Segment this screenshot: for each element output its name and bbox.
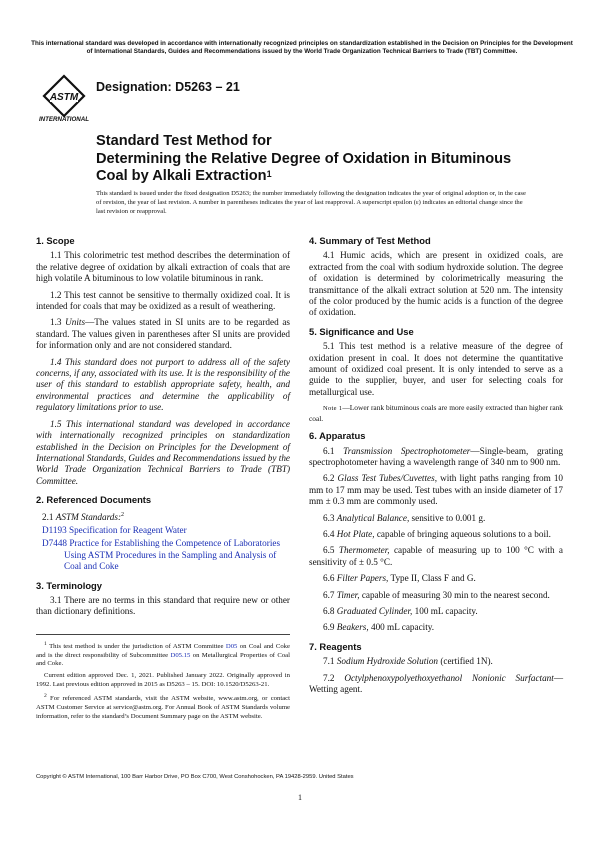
- subcommittee-d0515-link[interactable]: D05.15: [170, 651, 191, 659]
- scope-heading: 1. Scope: [36, 235, 75, 246]
- para-1-3-text: —The values stated in SI units are to be regarded as standard. The values given in parentheses after SI units are provided for information only and are not considered standard.: [36, 317, 290, 351]
- apparatus-item-num: 6.6: [323, 573, 335, 584]
- section-significance: [309, 326, 563, 423]
- footnote-2: [36, 692, 290, 721]
- referenced-heading: 2. Referenced Documents: [36, 494, 152, 506]
- logo-label: INTERNATIONAL: [38, 116, 90, 122]
- reagents-item-text: Wetting agent.: [309, 684, 363, 694]
- astm-standards-label: [36, 510, 290, 523]
- para-1-3: [36, 317, 290, 351]
- apparatus-item-label: Transmission Spectrophotometer: [343, 445, 471, 456]
- reagents-item: [309, 656, 563, 667]
- apparatus-item-text: capable of measuring up to 100 °C with a sensitivity of ± 0.5 °C.: [309, 545, 563, 567]
- apparatus-item-text: 400 mL capacity.: [370, 622, 435, 633]
- apparatus-item: [309, 606, 563, 617]
- section-terminology: [36, 580, 290, 618]
- apparatus-item-text: capable of bringing aqueous solutions to a boil.: [376, 528, 551, 539]
- apparatus-item-label: Hot Plate,: [336, 528, 375, 539]
- significance-heading: 5. Significance and Use: [309, 325, 414, 337]
- apparatus-item: [309, 473, 563, 507]
- apparatus-item-label: Timer,: [336, 589, 360, 600]
- para-3-1: 3.1 There are no terms in this standard that require new or other than dictionary definitions.: [36, 595, 290, 617]
- reagents-item: [309, 673, 563, 696]
- section-summary: [309, 235, 563, 319]
- issued-note: This standard is issued under the fixed designation D5263; the number immediately following the designation indicates the year of original adoption or, in the case of revision, the year of last revision. A number in parentheses indicates the year of last reapproval. A superscript epsilon (ε) indicates an editorial change since the last revision or reapproval.: [96, 190, 526, 215]
- page-number: 1: [298, 793, 302, 802]
- astm-logo: [38, 74, 90, 122]
- reagents-item-num: 7.1: [323, 656, 335, 667]
- apparatus-item: [309, 545, 563, 568]
- apparatus-item-num: 6.2: [323, 473, 335, 484]
- apparatus-item-label: Analytical Balance,: [336, 512, 410, 523]
- apparatus-item: [309, 622, 563, 633]
- apparatus-item-text: 100 mL capacity.: [414, 605, 478, 616]
- note-1-label: Note 1: [323, 405, 343, 413]
- reagents-item-label: Octylphenoxypolyethoxyethanol Nonionic Surfactant: [344, 672, 554, 683]
- apparatus-item-num: 6.8: [323, 605, 335, 616]
- reagents-item-sep: —: [553, 672, 564, 683]
- top-note: This international standard was developed in accordance with internationally recognized principles on standardization established in the Decision on Principles for the Development of International Standards, Guides and Recommendations issued by the World Trade Organization Technical Barriers to Trade (TBT) Committee.: [31, 40, 573, 55]
- left-column: [36, 235, 290, 625]
- designation: Designation: D5263 – 21: [96, 80, 240, 94]
- apparatus-item-label: Filter Papers,: [336, 573, 389, 584]
- svg-text:ASTM: ASTM: [49, 92, 79, 103]
- apparatus-item-num: 6.9: [323, 622, 335, 633]
- reagents-item-text: (certified 1N).: [440, 656, 493, 667]
- title-line-1: Standard Test Method for: [96, 133, 272, 149]
- section-apparatus: [309, 430, 563, 634]
- footnote-2-text: For referenced ASTM standards, visit the ASTM website, www.astm.org, or contact ASTM Customer Service at service@astm.org. For Annual Book of ASTM Standards volume information, refer to the standard’s Document Summary page on the ASTM website.: [36, 695, 291, 720]
- footnote-edition: Current edition approved Dec. 1, 2021. Published January 2022. Originally approved in 1992. Last previous edition approved in 2015 as D5263 – 15. DOI: 10.1520/D5263-21.: [36, 672, 290, 688]
- title-footnote-marker: 1: [266, 169, 272, 179]
- apparatus-heading: 6. Apparatus: [309, 430, 366, 442]
- footnote-1-part-b: on Coal and Coke and is the direct responsibility of Subcommittee: [36, 643, 290, 659]
- reference-d1193[interactable]: [36, 525, 290, 536]
- right-column: [309, 235, 563, 702]
- apparatus-item-num: 6.3: [323, 512, 335, 523]
- note-1: [309, 403, 563, 423]
- apparatus-item-text: Single-beam, grating spectrophotometer having a wavelength range of 340 nm to 900 nm.: [309, 445, 563, 467]
- apparatus-item-text: with light paths ranging from 10 mm to 17 mm may be used. Test tubes with an inside diameter of 17 mm ± 0.3 mm are commonly used.: [309, 473, 564, 507]
- summary-heading: 4. Summary of Test Method: [309, 235, 431, 246]
- apparatus-item: [309, 446, 563, 469]
- ref-sub-label: ASTM Standards:: [55, 511, 122, 522]
- ref-title-d7448[interactable]: Practice for Establishing the Competence of Laboratories Using ASTM Procedures in the Sampling and Analysis of Coal and Coke: [64, 538, 281, 572]
- para-1-3-num: 1.3: [50, 317, 62, 328]
- section-reagents: [309, 641, 563, 696]
- para-4-1: 4.1 Humic acids, which are present in oxidized coals, are extracted from the coal with sodium hydroxide solution. The degree of oxidation is determined by colorimetrically measuring the transmittance of the alkali extract solution at 520 nm. The intensity of the color produced by the humic acids is a function of the degree of oxidation.: [309, 250, 563, 318]
- reagents-heading: 7. Reagents: [309, 640, 362, 652]
- apparatus-item-sep: —: [470, 445, 480, 456]
- para-1-4: 1.4 This standard does not purport to address all of the safety concerns, if any, associated with its use. It is the responsibility of the user of this standard to establish appropriate safety, health, and environmental practices and determine the applicability of regulatory limitations prior to use.: [36, 356, 290, 413]
- apparatus-item-num: 6.4: [323, 528, 335, 539]
- reagents-item-label: Sodium Hydroxide Solution: [336, 656, 439, 667]
- apparatus-item-num: 6.1: [323, 445, 335, 456]
- footnote-1: [36, 640, 290, 669]
- reference-d7448[interactable]: [36, 538, 290, 572]
- reagents-item-num: 7.2: [323, 672, 335, 683]
- apparatus-item-text: capable of measuring 30 min to the nearest second.: [361, 589, 550, 600]
- ref-sub-num: 2.1: [42, 511, 54, 522]
- apparatus-item-label: Beakers,: [336, 622, 369, 633]
- ref-sub-sup: 2: [121, 511, 125, 518]
- footnotes: [36, 634, 290, 724]
- apparatus-item-num: 6.7: [323, 589, 335, 600]
- apparatus-item-text: Type II, Class F and G.: [390, 573, 476, 584]
- para-1-2: 1.2 This test cannot be sensitive to thermally oxidized coal. It is intended for coals that may be oxidized as a result of weathering.: [36, 289, 290, 312]
- para-5-1: 5.1 This test method is a relative measure of the degree of oxidation present in coal. It does not determine the quantitative amount of oxidized coal present. It is only intended to serve as a guide to the supplier, buyer, and user for selecting coals for metallurgical use.: [309, 341, 563, 397]
- apparatus-item: [309, 573, 563, 584]
- footnote-1-marker: 1: [44, 641, 47, 647]
- ref-code-d1193[interactable]: D1193: [42, 525, 67, 535]
- apparatus-item: [309, 513, 563, 524]
- note-1-text: —Lower rank bituminous coals are more easily extracted than higher rank coal.: [309, 403, 563, 423]
- document-title: [96, 133, 536, 186]
- apparatus-item-text: sensitive to 0.001 g.: [411, 512, 486, 523]
- apparatus-item: [309, 590, 563, 601]
- section-referenced-documents: [36, 494, 290, 573]
- footnote-2-marker: 2: [44, 693, 47, 700]
- terminology-heading: 3. Terminology: [36, 579, 102, 591]
- reagents-list: [309, 656, 563, 695]
- title-line-2: Determining the Relative Degree of Oxidation in Bituminous Coal by Alkali Extraction: [96, 150, 512, 184]
- apparatus-item-label: Thermometer,: [338, 545, 390, 556]
- apparatus-item-num: 6.5: [323, 545, 335, 556]
- ref-title-d1193[interactable]: Specification for Reagent Water: [68, 525, 187, 535]
- copyright: Copyright © ASTM International, 100 Barr Harbor Drive, PO Box C700, West Conshohocken, PA 19428-2959. United States: [36, 774, 354, 780]
- ref-code-d7448[interactable]: D7448: [42, 538, 68, 549]
- apparatus-item-label: Graduated Cylinder,: [336, 605, 413, 616]
- footnote-1-part-c: on Metallurgical Properties of Coal and Coke.: [36, 651, 290, 668]
- para-1-3-label: Units: [65, 317, 86, 328]
- apparatus-item: [309, 529, 563, 540]
- para-1-5: 1.5 This international standard was developed in accordance with internationally recognized principles on standardization established in the Decision on Principles for the Development of International Standards, Guides and Recommendations issued by the World Trade Organization Technical Barriers to Trade (TBT) Committee.: [36, 418, 290, 486]
- para-1-1: 1.1 This colorimetric test method describes the determination of the relative degree of oxidation by alkali extraction of coals that are high volatile A bituminous to low volatile bituminous in rank.: [36, 250, 290, 284]
- section-scope: [36, 235, 290, 487]
- footnote-1-part-a: This test method is under the jurisdiction of ASTM Committee: [49, 643, 224, 651]
- apparatus-item-label: Glass Test Tubes/Cuvettes,: [337, 473, 437, 484]
- committee-d05-link[interactable]: D05: [225, 643, 238, 651]
- apparatus-list: [309, 446, 563, 634]
